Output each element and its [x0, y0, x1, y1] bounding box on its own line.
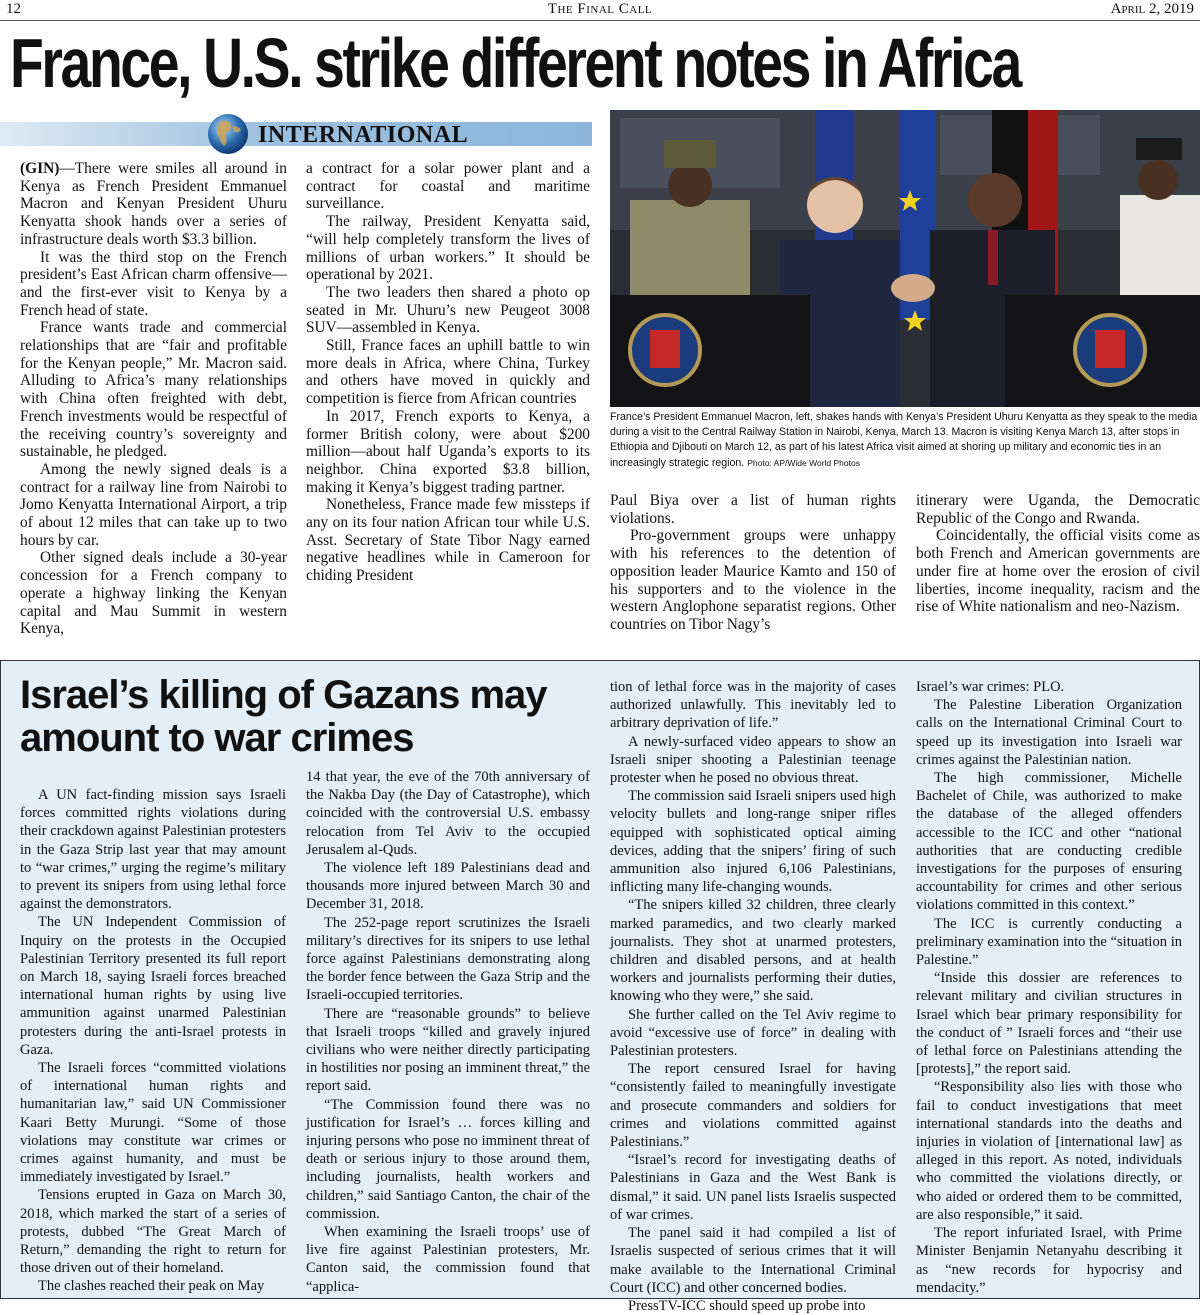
paragraph — [610, 1006, 896, 1061]
paragraph — [306, 496, 590, 585]
paragraph-text: “Israel’s record for investigating deaths of Palestinians in Gaza and the West Bank is dismal,” it said. UN panel lists Israelis suspected of war crimes. — [610, 1152, 896, 1223]
article-headline: France, U.S. strike different notes in Africa — [10, 24, 1020, 102]
paragraph — [306, 160, 590, 213]
paragraph-text: It was the third stop on the French president’s East African charm offensive—and the first-ever visit to Kenya by a French head of state. — [20, 248, 287, 319]
paragraph-text: The commission said Israeli snipers used high velocity bullets and long-range sniper rifles equipped with sophisticated optical aiming devices, adding that the snipers’ firing of such ammunition also injured 6,106 Palestinians, inflicting many life-changing wounds. — [610, 788, 896, 896]
paragraph-text: There are “reasonable grounds” to believe that Israeli troops “killed and gravely injured civilians who were neither directly participating in hostilities nor posing an imminent threat,” the report said. — [306, 1005, 590, 1095]
article2-column-2 — [306, 768, 590, 1296]
paragraph — [306, 768, 590, 859]
paragraph-text: Israel’s war crimes: PLO. — [916, 679, 1065, 695]
paragraph-text: The report censured Israel for having “consistently failed to meaningfully investigate and prosecute commanders and soldiers for crimes and violations committed against Palestinians.” — [610, 1061, 896, 1151]
paragraph-text: tion of lethal force was in the majority of cases authorized unlawfully. This inevitably led to arbitrary deprivation of life.” — [610, 679, 896, 732]
paragraph-text: itinerary were Uganda, the Democratic Republic of the Congo and Rwanda. — [916, 492, 1200, 527]
article2-column-3 — [610, 678, 896, 1315]
paragraph-text: “Inside this dossier are references to relevant military and civilian structures in Israel which bear primary responsibility for the conduct of ” Israeli forces and “their use of lethal force on Palestinians attending the [protests],” the report said. — [916, 970, 1182, 1078]
paragraph — [306, 284, 590, 337]
paragraph — [610, 492, 896, 527]
paragraph — [916, 969, 1182, 1078]
paragraph-text: Among the newly signed deals is a contract for a railway line from Nairobi to Jomo Kenyatta International Airport, a trip of about 12 miles that can take up to two hours by car. — [20, 460, 287, 549]
paragraph-text: Nonetheless, France made few missteps if any on its four nation African tour while U.S. Asst. Secretary of State Tibor Nagy earned negative headlines while in Cameroon for chiding President — [306, 496, 590, 585]
paragraph — [20, 913, 286, 1059]
paragraph-text: The 252-page report scrutinizes the Israeli military’s directives for its snipers to use lethal force against Palestinians demonstrating along the border fence between the Gaza Strip and the Israeli-occupied territories. — [306, 914, 590, 1004]
paragraph — [20, 160, 287, 249]
paragraph — [306, 914, 590, 1005]
paragraph — [306, 213, 590, 284]
paragraph-text: The UN Independent Commission of Inquiry on the protests in the Occupied Palestinian Territory presented its full report on March 18, saying Israeli forces breached international human rights by using live ammunition against unarmed Palestinian protesters during the anti-Israel protests in Gaza. — [20, 914, 286, 1058]
paragraph — [610, 787, 896, 896]
paragraph — [306, 337, 590, 408]
article-headline-2: Israel’s killing of Gazans may amount to war crimes — [20, 673, 547, 760]
paragraph-text: “The Commission found there was no justification for Israel’s … forces killing and injuring persons who pose no imminent threat of death or serious injury to those around them, including journalists, health workers and children,” said Santiago Canton, the chair of the commission. — [306, 1096, 590, 1222]
paragraph — [306, 1005, 590, 1096]
paragraph-text: The clashes reached their peak on May — [38, 1278, 265, 1295]
paragraph-text: A UN fact-finding mission says Israeli forces committed rights violations during their crackdown against Palestinian protesters in the Gaza Strip last year that may amount to “war crimes,” urging the regime’s military to prevent its snipers from using lethal force against the demonstrators. — [20, 787, 286, 913]
paragraph-text: Tensions erupted in Gaza on March 30, 2018, which marked the start of a series of protests, dubbed “The Great March of Return,” demanding the right to return for those driven out of their homeland. — [20, 1187, 286, 1277]
article-column-4 — [916, 492, 1200, 616]
article-column-1 — [20, 160, 287, 638]
paragraph — [610, 678, 896, 733]
paragraph-text: Still, France faces an uphill battle to win more deals in Africa, where China, Turkey and others have moved in quickly and competition is fierce from African countries — [306, 337, 590, 408]
paragraph-text: The ICC is currently conducting a preliminary examination into the “situation in Palestine.” — [916, 915, 1182, 969]
paragraph-text: PressTV-ICC should speed up probe into — [628, 1297, 866, 1314]
paragraph — [916, 915, 1182, 970]
handshake-photo — [610, 110, 1200, 407]
page-number: 12 — [6, 1, 21, 17]
paragraph-text: —There were smiles all around in Kenya as French President Emmanuel Macron and Kenyan President Uhuru Kenyatta shook hands over a series of infrastructure deals worth $3.3 billion. — [20, 160, 287, 248]
paragraph — [916, 769, 1182, 915]
section-label: INTERNATIONAL — [258, 122, 469, 148]
paragraph-text: Pro-government groups were unhappy with his references to the detention of opposition leader Maurice Kamto and 150 of his supporters and to the violence in the western Anglophone separatist regions. Other countries on Tibor Nagy’s — [610, 527, 896, 633]
news-photo — [610, 110, 1200, 407]
paragraph-text: “Responsibility also lies with those who fail to conduct investigations that meet international standards into the deaths and injuries in violation of [international law] as alleged in this report. As noted, individuals who committed the violations directly, or who aided or ordered them to be committed, are also responsible,” it said. — [916, 1079, 1182, 1223]
paragraph-text: The high commissioner, Michelle Bachelet of Chile, was authorized to make the database of the alleged offenders accessible to the ICC and other “national authorities that are conducting credible investigations for the purposes of ensuring accountability for crimes and other serious violations committed in this context.” — [916, 770, 1182, 914]
paragraph — [610, 896, 896, 1005]
paragraph — [610, 527, 896, 633]
paragraph — [916, 678, 1182, 696]
globe-icon — [206, 112, 250, 156]
paragraph — [610, 733, 896, 788]
paragraph — [610, 1297, 896, 1315]
paragraph — [916, 1224, 1182, 1297]
paragraph — [20, 319, 287, 461]
paragraph — [20, 1186, 286, 1277]
paragraph-text: The two leaders then shared a photo op seated in Mr. Uhuru’s new Peugeot 3008 SUV—assembled in Kenya. — [306, 283, 590, 337]
paragraph-text: When examining the Israeli troops’ use of live fire against Palestinian protesters, Mr. Canton said, the commission found that “applica- — [306, 1224, 590, 1295]
paragraph — [610, 1060, 896, 1151]
paragraph — [306, 1223, 590, 1296]
paragraph-text: Paul Biya over a list of human rights violations. — [610, 492, 896, 527]
paragraph-text: France wants trade and commercial relationships that are “fair and profitable for the Kenyan people,” Mr. Macron said. Alluding to Africa’s many relationships with China often freighted with debt, French investments would be respectful of the receiving country’s sovereignty and sustainable, he pledged. — [20, 319, 287, 461]
paragraph — [916, 1078, 1182, 1224]
paragraph-text: “The snipers killed 32 children, three clearly marked paramedics, and two clearly marked journalists. They shot at unarmed protesters, children and disabled persons, and at health workers and journalists performing their duties, knowing who they were,” she said. — [610, 897, 896, 1005]
section-banner — [0, 112, 592, 154]
paragraph-text: The railway, President Kenyatta said, “will help completely transform the lives of millions of urban workers.” It should be operational by 2021. — [306, 213, 590, 284]
paragraph — [610, 1151, 896, 1224]
paragraph-text: The Israeli forces “committed violations of international human rights and humanitarian law,” said UN Commissioner Kaari Betty Murungi. “Some of those violations may constitute war crimes or crimes against humanity, and must be immediately investigated by Israel.” — [20, 1060, 286, 1186]
paragraph-text: The panel said it had compiled a list of Israelis suspected of serious crimes that it will make available to the International Criminal Court (ICC) and other concerned bodies. — [610, 1225, 896, 1296]
paragraph-text: The violence left 189 Palestinians dead and thousands more injured between March 30 and December 31, 2018. — [306, 860, 590, 913]
article-column-3 — [610, 492, 896, 634]
article-column-2 — [306, 160, 590, 585]
newspaper-name: The Final Call — [547, 1, 653, 17]
paragraph-text: The report infuriated Israel, with Prime Minister Benjamin Netanyahu describing it as “new records for hypocrisy and mendacity.” — [916, 1225, 1182, 1296]
paragraph — [610, 1224, 896, 1297]
paragraph — [306, 1096, 590, 1223]
paragraph — [20, 249, 287, 320]
photo-credit: Photo: AP/Wide World Photos — [747, 457, 860, 468]
paragraph — [916, 492, 1200, 527]
dateline: (GIN) — [20, 160, 60, 177]
paragraph — [306, 408, 590, 497]
paragraph — [20, 1059, 286, 1186]
paragraph — [916, 696, 1182, 769]
paragraph — [20, 1277, 286, 1295]
paragraph-text: She further called on the Tel Aviv regime to avoid “excessive use of force” in dealing with Palestinian protesters. — [610, 1006, 896, 1060]
issue-date: April 2, 2019 — [1110, 1, 1194, 17]
paragraph — [20, 461, 287, 550]
paragraph — [20, 549, 287, 638]
paragraph — [306, 859, 590, 914]
paragraph — [916, 527, 1200, 616]
page-header — [0, 0, 1200, 21]
paragraph-text: A newly-surfaced video appears to show an Israeli sniper shooting a Palestinian teenage protester when he posed no obvious threat. — [610, 733, 896, 787]
paragraph — [20, 786, 286, 913]
paragraph-text: The Palestine Liberation Organization calls on the International Criminal Court to speed up its investigation into Israeli war crimes against the Palestinian nation. — [916, 697, 1182, 768]
paragraph-text: 14 that year, the eve of the 70th anniversary of the Nakba Day (the Day of Catastrophe), which coincided with the controversial U.S. embassy relocation from Tel Aviv to the occupied Jerusalem al-Quds. — [306, 769, 590, 858]
paragraph-text: Other signed deals include a 30-year concession for a French company to operate a highway linking the Kenyan capital and Mau Summit in western Kenya, — [20, 549, 287, 638]
paragraph-text: Coincidentally, the official visits come as both French and American governments are under fire at home over the erosion of civil liberties, income inequality, racism and the rise of White nationalism and neo-Nazism. — [916, 527, 1200, 616]
caption-text: France’s President Emmanuel Macron, left, shakes hands with Kenya’s President Uhuru Kenyatta as they speak to the media during a visit to the Central Railway Station in Nairobi, Kenya, March 13. Macron is visiting Kenya March 13, after stops in Ethiopia and Djibouti on March 12, as part of his latest Africa visit aimed at shoring up military and economic ties in an increasingly strategic region. — [610, 411, 1198, 469]
paragraph-text: a contract for a solar power plant and a contract for coastal and maritime surveillance. — [306, 160, 590, 213]
photo-caption — [610, 410, 1200, 471]
paragraph-text: In 2017, French exports to Kenya, a former British colony, were about $200 million—about half Uganda’s exports to its neighbor. China exported $3.8 billion, making it Kenya’s biggest trading partner. — [306, 407, 590, 496]
article2-column-4 — [916, 678, 1182, 1297]
article2-column-1 — [20, 786, 286, 1296]
